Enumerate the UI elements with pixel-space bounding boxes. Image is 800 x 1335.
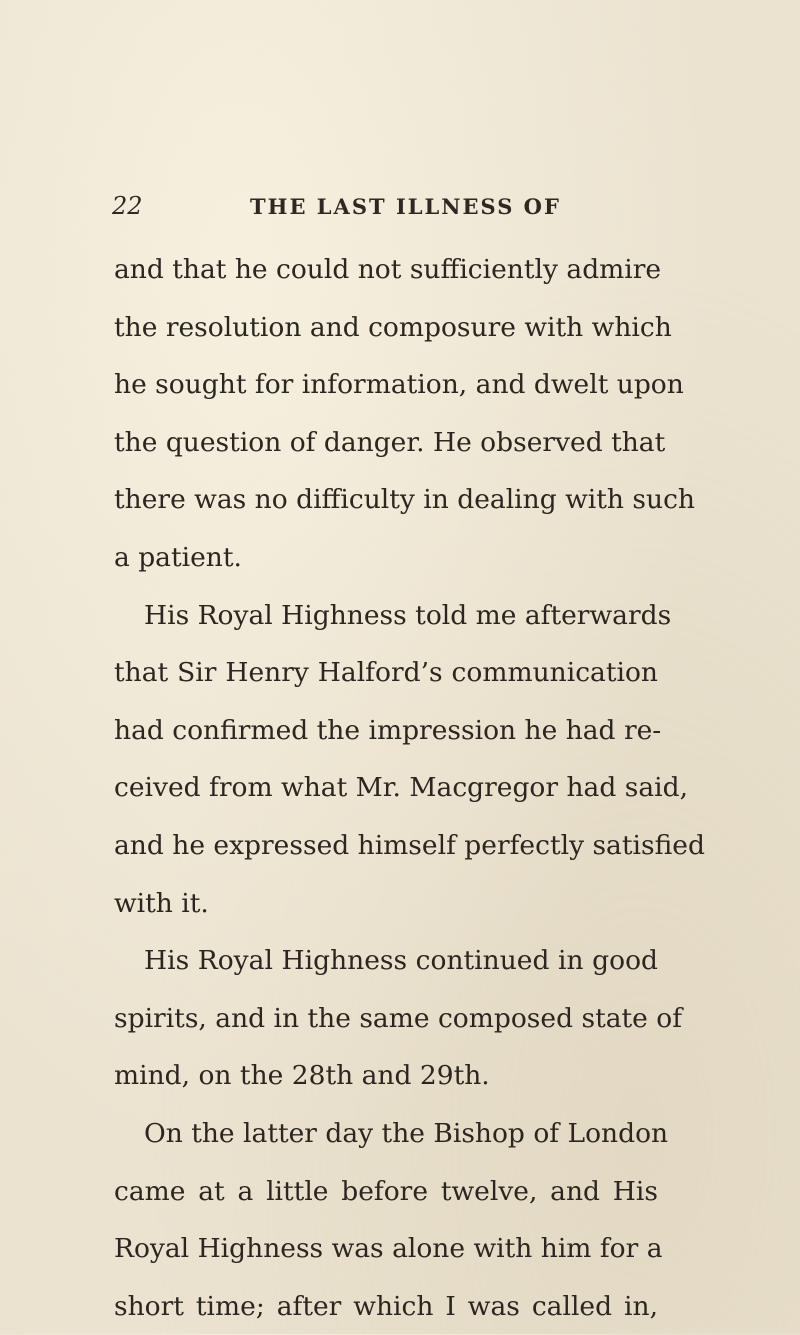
text-line: On the latter day the Bishop of London xyxy=(144,1117,669,1149)
text-line: there was no difficulty in dealing with such xyxy=(114,484,695,516)
text-line: spirits, and in the same composed state of xyxy=(114,1002,683,1034)
text-line: had confirmed the impression he had re- xyxy=(114,714,662,746)
text-line: short time; after which I was called in, xyxy=(114,1290,658,1322)
text-line: and he expressed himself perfectly satisfied xyxy=(114,829,705,861)
text-line: ceived from what Mr. Macgregor had said, xyxy=(114,772,688,804)
text-line: he sought for information, and dwelt upon xyxy=(114,369,684,401)
text-line: with it. xyxy=(114,887,209,919)
text-line: the question of danger. He observed that xyxy=(114,426,666,458)
text-line: mind, on the 28th and 29th. xyxy=(114,1060,490,1092)
text-line: His Royal Highness continued in good xyxy=(144,945,658,977)
text-line: came at a little before twelve, and His xyxy=(114,1175,658,1207)
text-line: His Royal Highness told me afterwards xyxy=(144,599,672,631)
body-text xyxy=(114,241,705,1335)
text-line: a patient. xyxy=(114,541,242,573)
text-line: Royal Highness was alone with him for a xyxy=(114,1233,663,1265)
running-head-title: THE LAST ILLNESS OF xyxy=(250,194,561,219)
text-line: and that he could not sufficiently admire xyxy=(114,254,662,285)
text-line: the resolution and composure with which xyxy=(114,311,672,343)
running-head xyxy=(112,192,672,228)
page-number: 22 xyxy=(112,192,143,220)
text-line: that Sir Henry Halford’s communication xyxy=(114,657,658,689)
